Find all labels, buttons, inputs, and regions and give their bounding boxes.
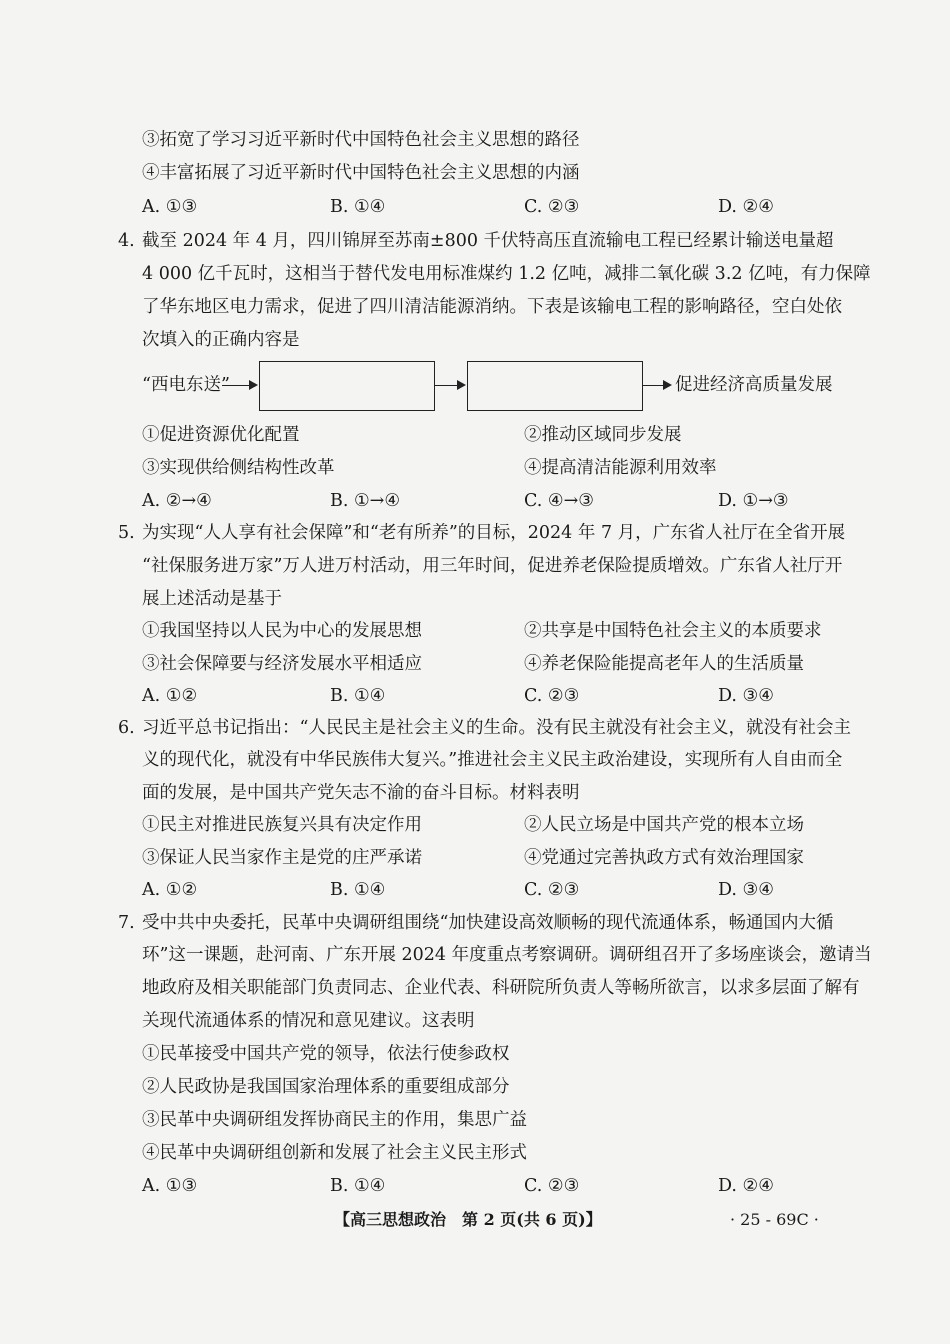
q7-number: 7. xyxy=(118,913,135,933)
q7-stem-line: 受中共中央委托，民革中央调研组围绕“加快建设高效顺畅的现代流通体系，畅通国内大循 xyxy=(142,913,834,933)
q5-item-3: ③社会保障要与经济发展水平相适应 xyxy=(142,654,422,674)
q3-item-3: ③拓宽了学习习近平新时代中国特色社会主义思想的路径 xyxy=(142,130,580,150)
q7-choice-c[interactable]: C. ②③ xyxy=(524,1176,580,1196)
q5-item-1: ①我国坚持以人民为中心的发展思想 xyxy=(142,621,422,641)
q3-choice-b[interactable]: B. ①④ xyxy=(330,197,386,217)
q5-stem-line: 展上述活动是基于 xyxy=(142,589,282,609)
q6-stem-line: 义的现代化，就没有中华民族伟大复兴。”推进社会主义民主政治建设，实现所有人自由而全 xyxy=(142,750,843,770)
q4-choice-c[interactable]: C. ④→③ xyxy=(524,491,594,511)
q5-choice-a[interactable]: A. ①② xyxy=(142,686,198,706)
q6-choice-d[interactable]: D. ③④ xyxy=(718,880,774,900)
q6-item-2: ②人民立场是中国共产党的根本立场 xyxy=(524,815,804,835)
q5-choice-b[interactable]: B. ①④ xyxy=(330,686,386,706)
q5-number: 5. xyxy=(118,523,135,543)
page-footer-title: 【高三思想政治 第 2 页(共 6 页)】 xyxy=(334,1210,602,1229)
q6-choice-b[interactable]: B. ①④ xyxy=(330,880,386,900)
q7-stem-line: 环”这一课题，赴河南、广东开展 2024 年度重点考察调研。调研组召开了多场座谈会，邀请当 xyxy=(142,945,872,965)
q4-item-3: ③实现供给侧结构性改革 xyxy=(142,458,335,478)
q6-stem-line: 习近平总书记指出：“人民民主是社会主义的生命。没有民主就没有社会主义，就没有社会主 xyxy=(142,718,851,738)
q6-item-4: ④党通过完善执政方式有效治理国家 xyxy=(524,848,804,868)
q5-item-2: ②共享是中国特色社会主义的本质要求 xyxy=(524,621,822,641)
q7-choice-b[interactable]: B. ①④ xyxy=(330,1176,386,1196)
flow-end-label: 促进经济高质量发展 xyxy=(675,375,833,395)
q4-stem-line: 4 000 亿千瓦时，这相当于替代发电用标准煤约 1.2 亿吨，减排二氧化碳 3.2 亿吨，有力保障 xyxy=(142,264,871,284)
q5-choice-d[interactable]: D. ③④ xyxy=(718,686,774,706)
q7-item-3: ③民革中央调研组发挥协商民主的作用，集思广益 xyxy=(142,1110,527,1130)
flow-arrow-2 xyxy=(434,385,464,386)
q4-stem-line: 截至 2024 年 4 月，四川锦屏至苏南±800 千伏特高压直流输电工程已经累计输送电量超 xyxy=(142,231,834,251)
q6-choice-c[interactable]: C. ②③ xyxy=(524,880,580,900)
q6-item-1: ①民主对推进民族复兴具有决定作用 xyxy=(142,815,422,835)
q4-item-2: ②推动区域同步发展 xyxy=(524,425,682,445)
q4-choice-b[interactable]: B. ①→④ xyxy=(330,491,401,511)
q7-item-4: ④民革中央调研组创新和发展了社会主义民主形式 xyxy=(142,1143,527,1163)
q4-number: 4. xyxy=(118,231,135,251)
q7-item-1: ①民革接受中国共产党的领导，依法行使参政权 xyxy=(142,1044,510,1064)
q5-stem-line: 为实现“人人享有社会保障”和“老有所养”的目标，2024 年 7 月，广东省人社厅在全省开展 xyxy=(142,523,846,543)
q6-stem-line: 面的发展，是中国共产党矢志不渝的奋斗目标。材料表明 xyxy=(142,783,580,803)
q7-choice-a[interactable]: A. ①③ xyxy=(142,1176,198,1196)
q5-choice-c[interactable]: C. ②③ xyxy=(524,686,580,706)
q3-choice-d[interactable]: D. ②④ xyxy=(718,197,774,217)
q4-stem-line: 了华东地区电力需求，促进了四川清洁能源消纳。下表是该输电工程的影响路径，空白处依 xyxy=(142,297,842,317)
flow-blank-box-2[interactable] xyxy=(467,361,643,411)
q3-item-4: ④丰富拓展了习近平新时代中国特色社会主义思想的内涵 xyxy=(142,163,580,183)
q7-stem-line: 关现代流通体系的情况和意见建议。这表明 xyxy=(142,1011,475,1031)
q6-choice-a[interactable]: A. ①② xyxy=(142,880,198,900)
q3-choice-a[interactable]: A. ①③ xyxy=(142,197,198,217)
q3-choice-c[interactable]: C. ②③ xyxy=(524,197,580,217)
flow-arrow-3 xyxy=(642,385,670,386)
q5-stem-line: “社保服务进万家”万人进万村活动，用三年时间，促进养老保险提质增效。广东省人社厅开 xyxy=(142,556,843,576)
q7-choice-d[interactable]: D. ②④ xyxy=(718,1176,774,1196)
q5-item-4: ④养老保险能提高老年人的生活质量 xyxy=(524,654,804,674)
q7-item-2: ②人民政协是我国国家治理体系的重要组成部分 xyxy=(142,1077,510,1097)
flow-blank-box-1[interactable] xyxy=(259,361,435,411)
flow-arrow-1 xyxy=(222,385,256,386)
q4-item-1: ①促进资源优化配置 xyxy=(142,425,300,445)
q4-choice-d[interactable]: D. ①→③ xyxy=(718,491,789,511)
q4-item-4: ④提高清洁能源利用效率 xyxy=(524,458,717,478)
q7-stem-line: 地政府及相关职能部门负责同志、企业代表、科研院所负责人等畅所欲言，以求多层面了解有 xyxy=(142,978,860,998)
q4-stem-line: 次填入的正确内容是 xyxy=(142,330,300,350)
flow-start-label: “西电东送” xyxy=(142,375,230,395)
q6-number: 6. xyxy=(118,718,135,738)
q4-choice-a[interactable]: A. ②→④ xyxy=(142,491,212,511)
q6-item-3: ③保证人民当家作主是党的庄严承诺 xyxy=(142,848,422,868)
page-footer-code: · 25 - 69C · xyxy=(730,1210,819,1229)
